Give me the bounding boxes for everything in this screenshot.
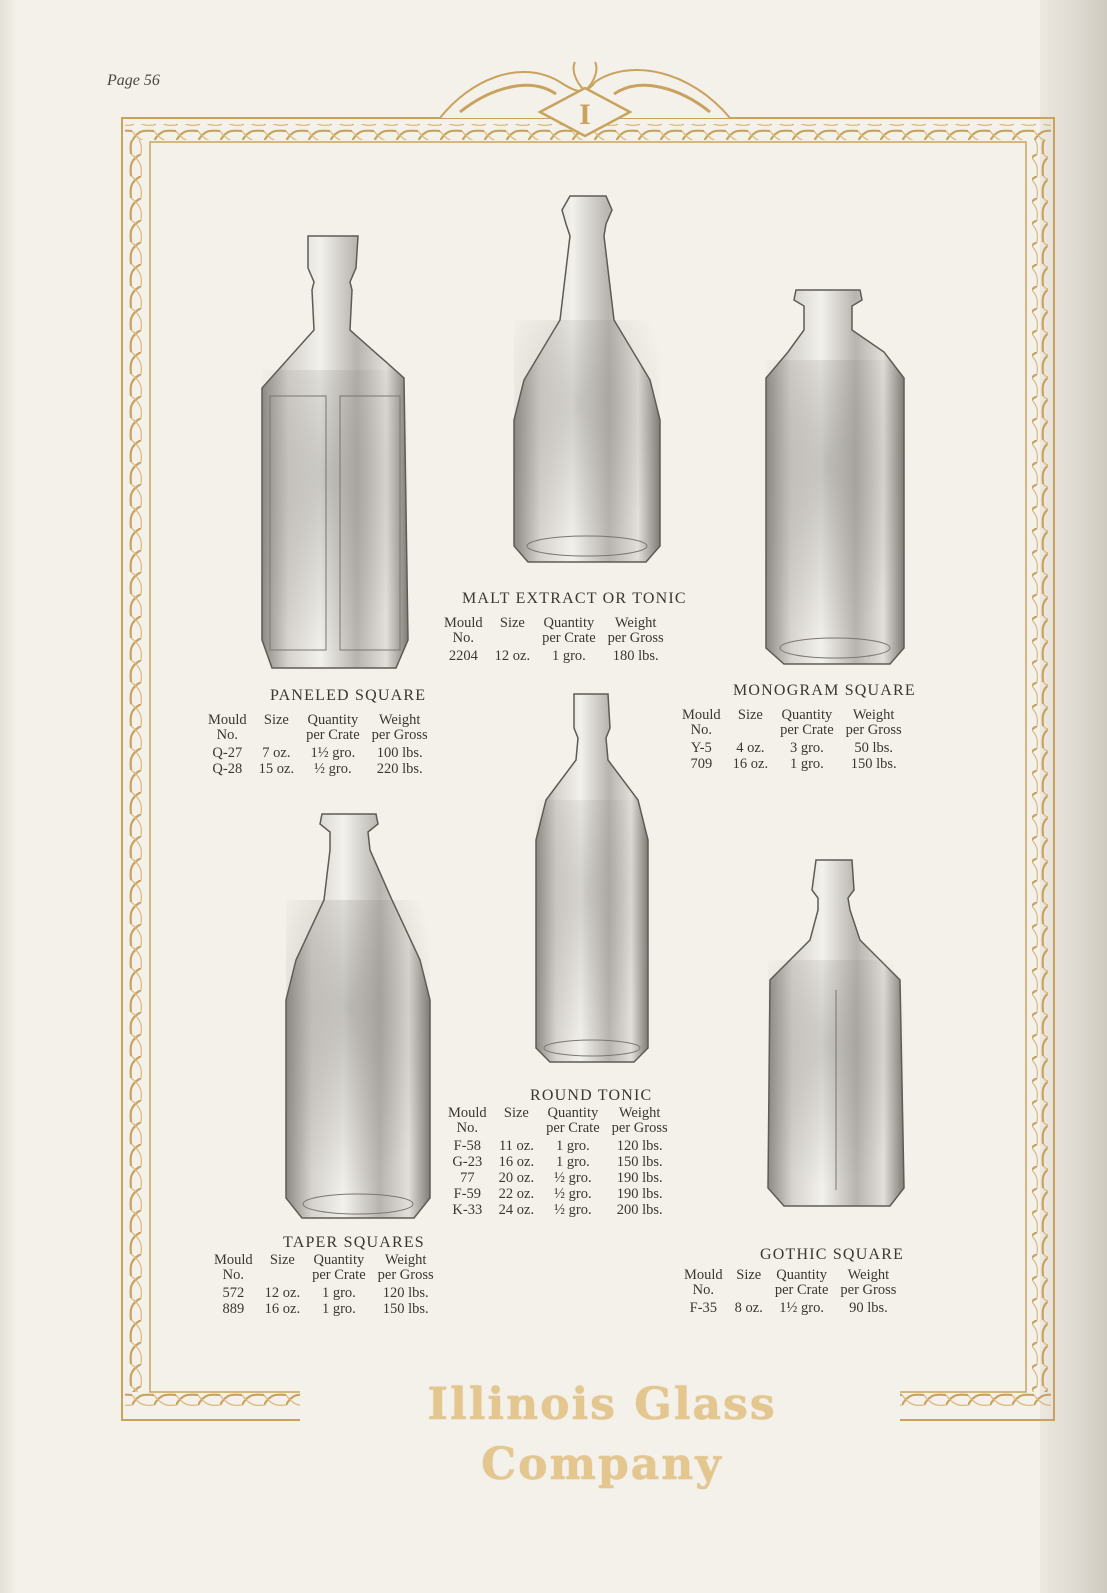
title-taper-squares: TAPER SQUARES [283, 1234, 425, 1251]
bottle-round-tonic [536, 694, 648, 1062]
header-weight: Weight per Gross [377, 1252, 434, 1283]
header-mould: Mould No. [208, 712, 247, 743]
header-mould: Mould No. [682, 707, 721, 738]
header-weight: Weight per Gross [371, 712, 428, 743]
bottle-taper-squares [286, 814, 430, 1218]
header-weight: Weight per Gross [840, 1267, 897, 1298]
emblem-letter: I [579, 98, 591, 131]
header-mould: Mould No. [684, 1267, 723, 1298]
bottle-gothic-square [768, 860, 904, 1206]
table-row: K-33 24 oz. ½ gro. 200 lbs. [452, 1202, 663, 1218]
spec-table-paneled-square [202, 713, 434, 777]
header-quantity: Quantity per Crate [546, 1105, 600, 1136]
footer-company-name: Illinois Glass Company [427, 1379, 777, 1490]
bottle-paneled-square [262, 236, 408, 670]
spec-table-round-tonic [442, 1106, 674, 1218]
table-row: 572 12 oz. 1 gro. 120 lbs. [222, 1285, 429, 1301]
header-size: Size [263, 712, 289, 728]
table-row: 77 20 oz. ½ gro. 190 lbs. [460, 1170, 663, 1186]
header-mould: Mould No. [448, 1105, 487, 1136]
spec-table-monogram-square [676, 708, 908, 772]
header-size: Size [499, 615, 525, 631]
table-row: G-23 16 oz. 1 gro. 150 lbs. [452, 1154, 663, 1170]
title-paneled-square: PANELED SQUARE [270, 687, 427, 704]
header-quantity: Quantity per Crate [542, 615, 596, 646]
header-quantity: Quantity per Crate [306, 712, 360, 743]
header-size: Size [503, 1105, 529, 1121]
table-row: F-59 22 oz. ½ gro. 190 lbs. [453, 1186, 663, 1202]
header-weight: Weight per Gross [611, 1105, 668, 1136]
bottle-malt-extract [514, 196, 660, 562]
header-quantity: Quantity per Crate [312, 1252, 366, 1283]
title-gothic-square: GOTHIC SQUARE [760, 1246, 905, 1263]
table-row: Q-28 15 oz. ½ gro. 220 lbs. [212, 761, 423, 777]
table-row: 709 16 oz. 1 gro. 150 lbs. [690, 756, 897, 772]
title-monogram-square: MONOGRAM SQUARE [733, 682, 916, 699]
header-mould: Mould No. [214, 1252, 253, 1283]
header-size: Size [736, 1267, 762, 1283]
table-row: 889 16 oz. 1 gro. 150 lbs. [222, 1301, 429, 1317]
spec-table-gothic-square [678, 1268, 902, 1316]
table-row: F-58 11 oz. 1 gro. 120 lbs. [453, 1138, 663, 1154]
header-size: Size [737, 707, 763, 723]
header-quantity: Quantity per Crate [780, 707, 834, 738]
spec-table-taper-squares [208, 1253, 440, 1317]
page-number: Page 56 [107, 72, 160, 89]
header-mould: Mould No. [444, 615, 483, 646]
header-size: Size [269, 1252, 295, 1268]
table-row: 2204 12 oz. 1 gro. 180 lbs. [448, 648, 659, 664]
title-round-tonic: ROUND TONIC [530, 1087, 653, 1104]
header-weight: Weight per Gross [607, 615, 664, 646]
table-row: Y-5 4 oz. 3 gro. 50 lbs. [690, 740, 893, 756]
bottle-monogram-square [766, 290, 904, 664]
table-row: Q-27 7 oz. 1½ gro. 100 lbs. [212, 745, 423, 761]
title-malt-extract: MALT EXTRACT OR TONIC [462, 590, 687, 607]
spec-table-malt-extract [438, 616, 670, 664]
header-weight: Weight per Gross [845, 707, 902, 738]
table-row: F-35 8 oz. 1½ gro. 90 lbs. [689, 1300, 888, 1316]
header-quantity: Quantity per Crate [774, 1267, 829, 1298]
